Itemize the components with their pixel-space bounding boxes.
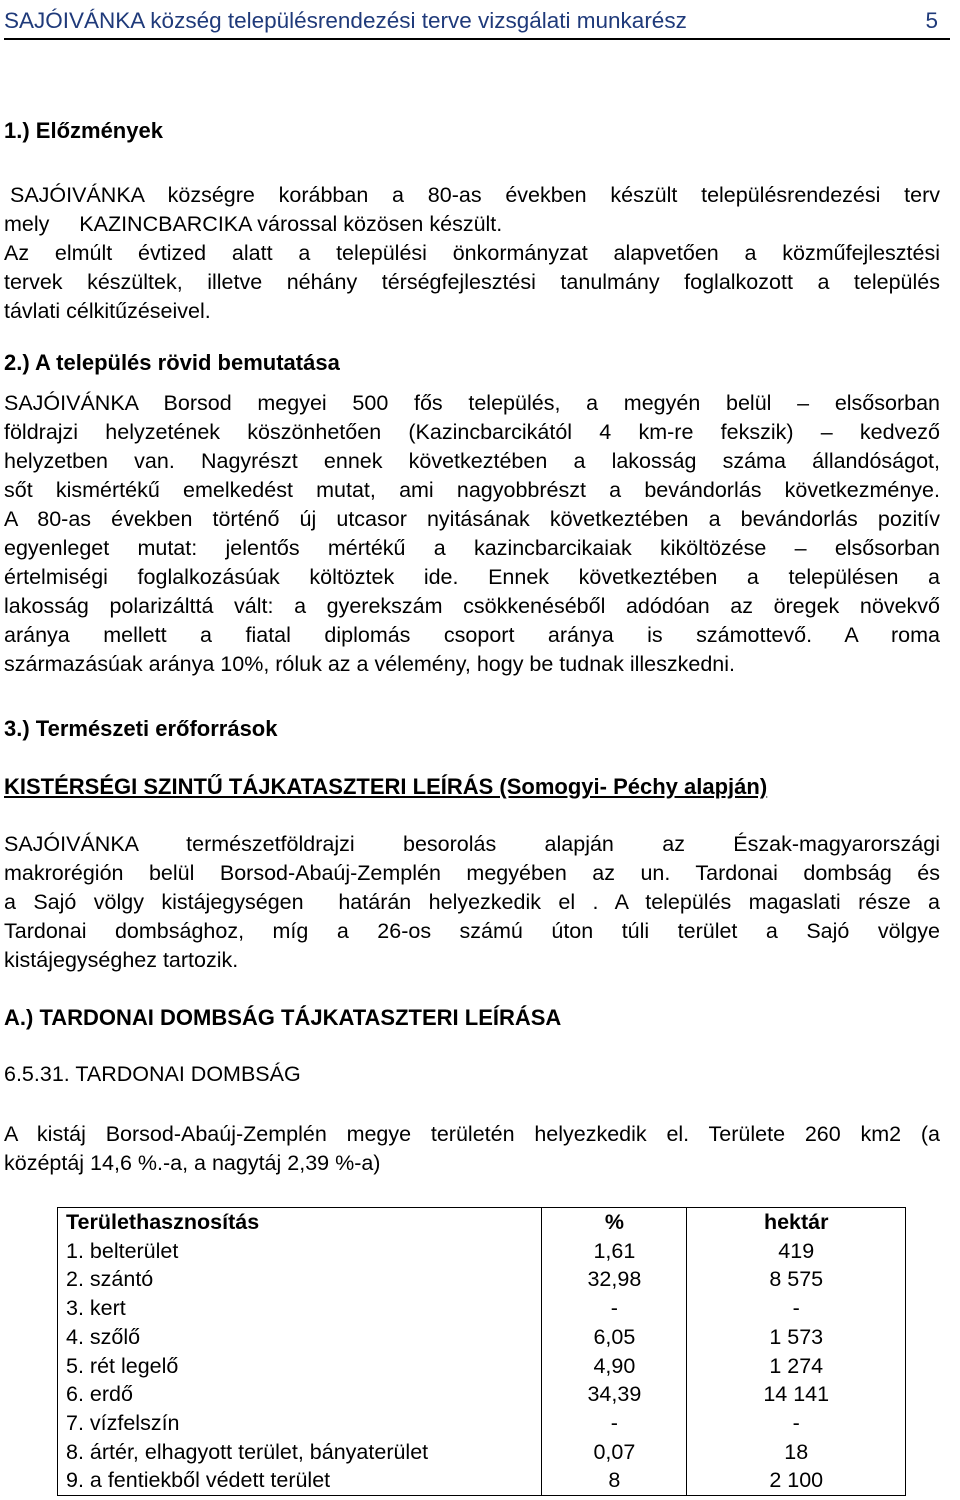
percent-cell: 1,61 — [542, 1237, 687, 1266]
page-number: 5 — [925, 8, 938, 33]
paragraph-line: SAJÓIVÁNKA Borsod megyei 500 fős település, a megyén belül – elsősorban — [4, 391, 940, 415]
land-use-table — [57, 1207, 906, 1496]
land-use-cell: 5. rét legelő — [58, 1352, 542, 1381]
paragraph-kistaj — [4, 1120, 940, 1178]
hectare-cell: 8 575 — [687, 1265, 906, 1294]
hectare-cell: 419 — [687, 1237, 906, 1266]
paragraph-elozmenyek — [4, 181, 940, 326]
hectare-cell: - — [687, 1409, 906, 1438]
table-row — [58, 1352, 906, 1381]
percent-cell: 34,39 — [542, 1380, 687, 1409]
land-use-cell: 8. ártér, elhagyott terület, bányaterület — [58, 1438, 542, 1467]
table-row — [58, 1466, 906, 1495]
subheading-tajkataszter: KISTÉRSÉGI SZINTŰ TÁJKATASZTERI LEÍRÁS (Somogyi- Péchy alapján) — [4, 774, 768, 799]
hectare-cell: 1 573 — [687, 1323, 906, 1352]
paragraph-line: egyenleget mutat: jelentős mértékű a kazincbarcikaiak kiköltözése – elsősorban — [4, 536, 940, 560]
section-heading-termeszeti: 3.) Természeti erőforrások — [4, 716, 278, 741]
land-use-cell: 3. kert — [58, 1294, 542, 1323]
table-row — [58, 1265, 906, 1294]
percent-cell: - — [542, 1409, 687, 1438]
land-use-cell: 7. vízfelszín — [58, 1409, 542, 1438]
land-use-cell: 4. szőlő — [58, 1323, 542, 1352]
paragraph-line: származásúak aránya 10%, róluk az a vélemény, hogy be tudnak illeszkedni. — [4, 652, 735, 676]
header-divider — [4, 38, 950, 40]
paragraph-line: SAJÓIVÁNKA természetföldrajzi besorolás alapján az Észak-magyarországi — [4, 832, 940, 856]
paragraph-line: értelmiségi foglalkozásúak költöztek ide. Ennek következtében a településen a — [4, 565, 940, 589]
column-header-hectare: hektár — [687, 1208, 906, 1237]
document-title: SAJÓIVÁNKA község településrendezési terve vizsgálati munkarész — [4, 8, 687, 33]
paragraph-line: SAJÓIVÁNKA községre korábban a 80-as években készült településrendezési terv — [10, 183, 940, 207]
column-header-percent: % — [542, 1208, 687, 1237]
table-row — [58, 1323, 906, 1352]
table-row — [58, 1294, 906, 1323]
page-header — [4, 4, 938, 34]
paragraph-line: Az elmúlt évtized alatt a települési önkormányzat alapvetően a közműfejlesztési — [4, 241, 940, 265]
paragraph-line: A kistáj Borsod-Abaúj-Zemplén megye területén helyezkedik el. Területe 260 km2 (a — [4, 1122, 940, 1146]
section-heading-bemutatas: 2.) A település rövid bemutatása — [4, 350, 340, 375]
paragraph-line: kistájegységhez tartozik. — [4, 948, 239, 972]
paragraph-line: makrorégión belül Borsod-Abaúj-Zemplén megyében az un. Tardonai dombság és — [4, 861, 940, 885]
hectare-cell: 18 — [687, 1438, 906, 1467]
table-row — [58, 1237, 906, 1266]
percent-cell: 4,90 — [542, 1352, 687, 1381]
table-header-row — [58, 1208, 906, 1237]
hectare-cell: - — [687, 1294, 906, 1323]
paragraph-line: lakosság polarizálttá vált: a gyerekszám csökkenéséből adódóan az öregek növekvő — [4, 594, 940, 618]
table-row — [58, 1438, 906, 1467]
section-heading-elozmenyek: 1.) Előzmények — [4, 118, 163, 143]
paragraph-line: Tardonai dombsághoz, míg a 26-os számú úton túli terület a Sajó völgye — [4, 919, 940, 943]
land-use-cell: 2. szántó — [58, 1265, 542, 1294]
paragraph-termeszeti — [4, 830, 940, 975]
paragraph-line: A 80-as években történő új utcasor nyitásának következtében a bevándorlás pozitív — [4, 507, 940, 531]
landscape-code: 6.5.31. TARDONAI DOMBSÁG — [4, 1062, 301, 1086]
hectare-cell: 14 141 — [687, 1380, 906, 1409]
hectare-cell: 1 274 — [687, 1352, 906, 1381]
paragraph-line: sőt kismértékű emelkedést mutat, ami nagyobbrészt a bevándorlás következménye. — [4, 478, 940, 502]
paragraph-line: tervek készültek, illetve néhány térségfejlesztési tanulmány foglalkozott a település — [4, 270, 940, 294]
paragraph-line: a Sajó völgy kistájegységen határán helyezkedik el . A település magaslati része a — [4, 890, 940, 914]
table-row — [58, 1380, 906, 1409]
percent-cell: 0,07 — [542, 1438, 687, 1467]
land-use-cell: 9. a fentiekből védett terület — [58, 1466, 542, 1495]
land-use-cell: 1. belterület — [58, 1237, 542, 1266]
paragraph-line: mely KAZINCBARCIKA várossal közösen készült. — [4, 212, 503, 236]
land-use-cell: 6. erdő — [58, 1380, 542, 1409]
section-heading-tardonai: A.) TARDONAI DOMBSÁG TÁJKATASZTERI LEÍRÁSA — [4, 1005, 562, 1030]
percent-cell: 32,98 — [542, 1265, 687, 1294]
percent-cell: 6,05 — [542, 1323, 687, 1352]
table-row — [58, 1409, 906, 1438]
paragraph-line: középtáj 14,6 %.-a, a nagytáj 2,39 %-a) — [4, 1151, 381, 1175]
paragraph-line: helyzetben van. Nagyrészt ennek következtében a lakosság száma állandóságot, — [4, 449, 940, 473]
paragraph-line: földrajzi helyzetének köszönhetően (Kazincbarcikától 4 km-re fekszik) – kedvező — [4, 420, 940, 444]
paragraph-line: aránya mellett a fiatal diplomás csoport aránya is számottevő. A roma — [4, 623, 940, 647]
paragraph-line: távlati célkitűzéseivel. — [4, 299, 211, 323]
paragraph-bemutatas — [4, 389, 940, 679]
percent-cell: 8 — [542, 1466, 687, 1495]
hectare-cell: 2 100 — [687, 1466, 906, 1495]
percent-cell: - — [542, 1294, 687, 1323]
column-header-land-use: Területhasznosítás — [58, 1208, 542, 1237]
